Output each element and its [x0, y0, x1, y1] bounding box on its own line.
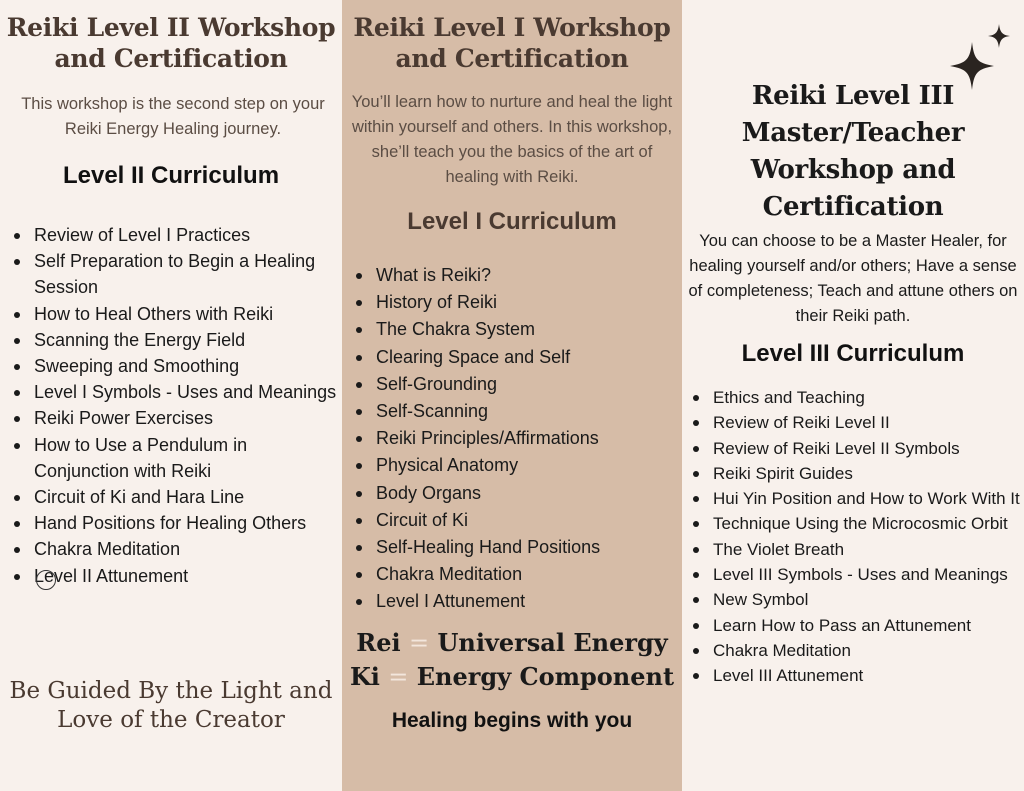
list-item: How to Heal Others with Reiki — [12, 301, 337, 327]
list-item: Level I Symbols - Uses and Meanings — [12, 379, 337, 405]
list-item: Level I Attunement — [354, 588, 676, 615]
rei-equation — [342, 626, 682, 660]
list-item: Level III Attunement — [691, 663, 1021, 688]
list-item: History of Reiki — [354, 289, 676, 316]
list-item: Technique Using the Microcosmic Orbit — [691, 511, 1021, 536]
list-item: Sweeping and Smoothing — [12, 353, 337, 379]
list-item: Learn How to Pass an Attunement — [691, 613, 1021, 638]
level-2-title: Reiki Level II Workshop and Certification — [6, 13, 336, 73]
list-item: Ethics and Teaching — [691, 385, 1021, 410]
level-1-curriculum-list — [354, 262, 676, 616]
list-item: Reiki Power Exercises — [12, 405, 337, 431]
list-item: Circuit of Ki — [354, 507, 676, 534]
level-3-curriculum-list — [691, 385, 1021, 689]
list-item: Body Organs — [354, 480, 676, 507]
list-item: Circuit of Ki and Hara Line — [12, 484, 337, 510]
list-item: Chakra Meditation — [691, 638, 1021, 663]
ki-equation — [342, 660, 682, 694]
list-item: The Chakra System — [354, 316, 676, 343]
list-item: Reiki Principles/Affirmations — [354, 425, 676, 452]
equals-sign: = — [388, 663, 409, 691]
level-1-curriculum-heading: Level I Curriculum — [407, 208, 617, 235]
list-item: Hand Positions for Healing Others — [12, 510, 337, 536]
list-item: What is Reiki? — [354, 262, 676, 289]
level-1-panel — [342, 0, 682, 791]
rei-word: Rei — [356, 628, 401, 657]
level-1-title: Reiki Level I Workshop and Certification — [353, 13, 671, 73]
level-1-intro: You’ll learn how to nurture and heal the light within yourself and others. In this workshop, she’ll teach you the basics of the art of healing with Reiki. — [351, 93, 673, 186]
list-item: Chakra Meditation — [354, 561, 676, 588]
list-item: Hui Yin Position and How to Work With It — [691, 486, 1021, 511]
level-2-curriculum-heading: Level II Curriculum — [62, 162, 280, 189]
list-item: Clearing Space and Self — [354, 344, 676, 371]
level-3-intro: You can choose to be a Master Healer, for healing yourself and/or others; Have a sense of completeness; Teach and attune others on their Reiki path. — [688, 232, 1018, 325]
equals-sign: = — [408, 629, 430, 657]
ki-word: Ki — [349, 662, 380, 691]
list-item: Self Preparation to Begin a Healing Session — [12, 248, 337, 300]
level-3-panel — [682, 0, 1024, 791]
list-item: The Violet Breath — [691, 537, 1021, 562]
list-item: Level II Attunement — [12, 563, 337, 589]
universal-energy-text: Universal Energy — [437, 628, 668, 657]
list-item: How to Use a Pendulum in Conjunction with Reiki — [12, 432, 337, 484]
cursor-circle-icon — [36, 570, 56, 590]
sparkle-icon-small — [988, 24, 1010, 48]
level-3-curriculum-heading: Level III Curriculum — [741, 340, 965, 367]
list-item: Self-Healing Hand Positions — [354, 534, 676, 561]
list-item: Review of Level I Practices — [12, 222, 337, 248]
level-2-panel — [0, 0, 342, 791]
level-2-intro: This workshop is the second step on your Reiki Energy Healing journey. — [21, 95, 325, 138]
list-item: Physical Anatomy — [354, 452, 676, 479]
level-2-tagline: Be Guided By the Light and Love of the Creator — [9, 678, 333, 733]
list-item: Scanning the Energy Field — [12, 327, 337, 353]
list-item: Self-Scanning — [354, 398, 676, 425]
list-item: Review of Reiki Level II Symbols — [691, 436, 1021, 461]
list-item: Reiki Spirit Guides — [691, 461, 1021, 486]
energy-component-text: Energy Component — [416, 662, 675, 691]
list-item: Review of Reiki Level II — [691, 410, 1021, 435]
list-item: New Symbol — [691, 587, 1021, 612]
level-3-title: Reiki Level III Master/Teacher Workshop and Certification — [741, 81, 965, 222]
list-item: Level III Symbols - Uses and Meanings — [691, 562, 1021, 587]
list-item: Chakra Meditation — [12, 536, 337, 562]
list-item: Self-Grounding — [354, 371, 676, 398]
level-2-curriculum-list — [12, 222, 337, 589]
healing-begins-text: Healing begins with you — [391, 709, 633, 732]
